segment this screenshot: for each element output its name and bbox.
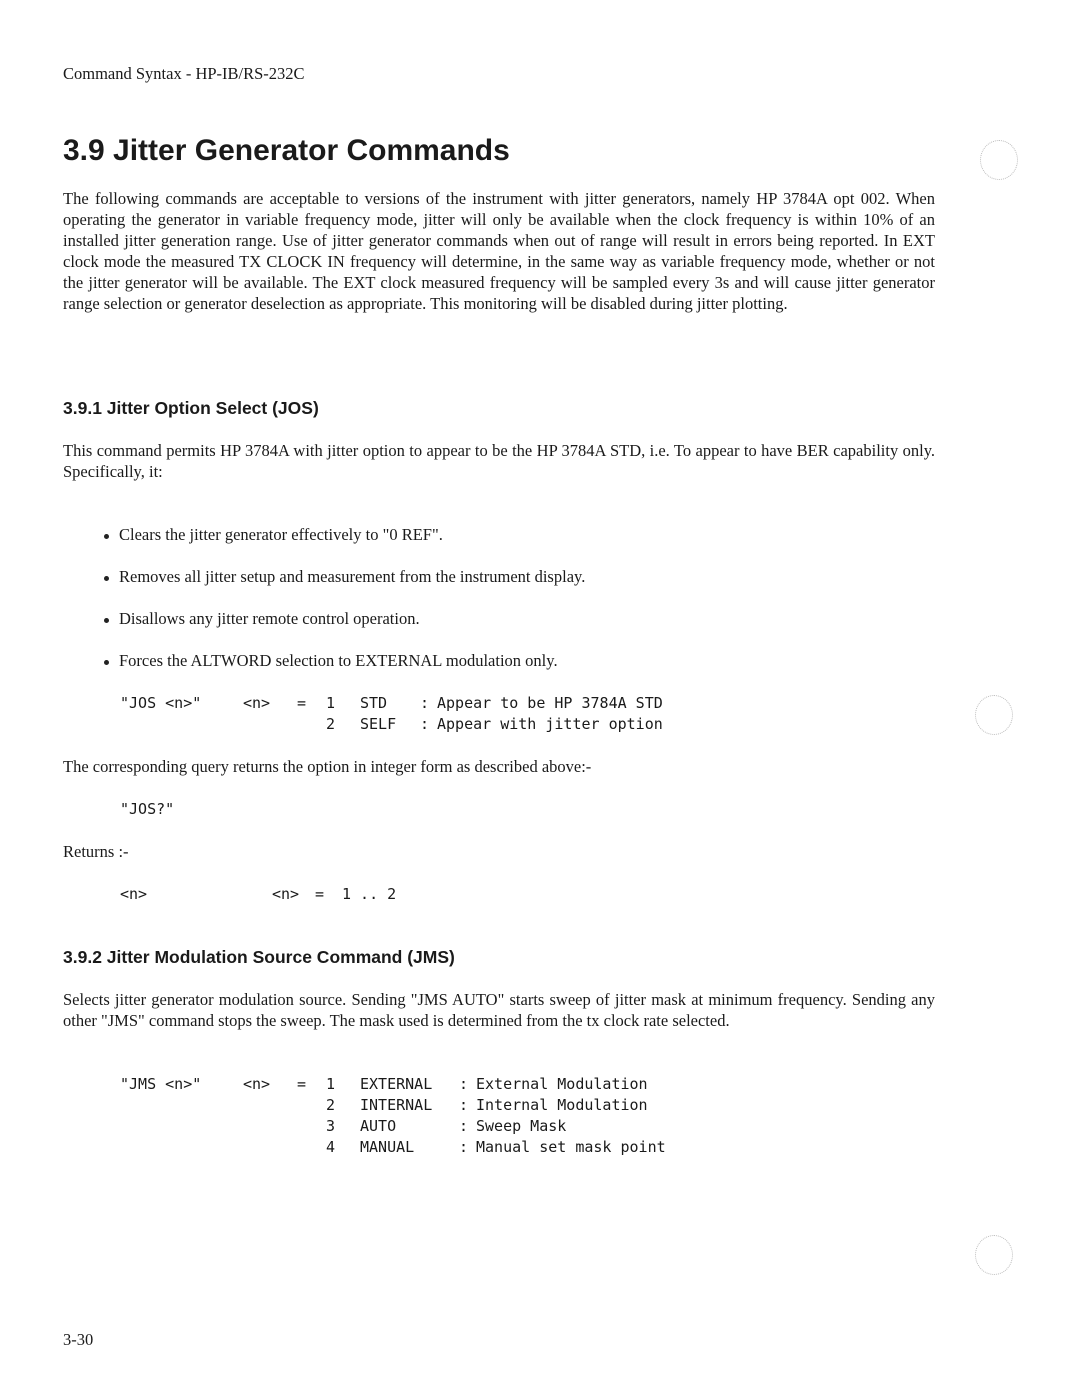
option-desc: Appear to be HP 3784A STD: [437, 694, 663, 712]
option-sep: :: [459, 1075, 469, 1093]
subsection-heading-jos: 3.9.1 Jitter Option Select (JOS): [63, 398, 319, 418]
option-sep: :: [459, 1117, 469, 1135]
subsection-heading-jms: 3.9.2 Jitter Modulation Source Command (JMS): [63, 947, 455, 967]
equals: =: [297, 694, 307, 712]
bullet-icon: [104, 660, 109, 665]
option-sep: :: [459, 1138, 469, 1156]
return-equals: =: [315, 885, 325, 903]
command: "JOS <n>": [120, 694, 202, 712]
param: <n>: [243, 694, 271, 712]
option-sep: :: [459, 1096, 469, 1114]
bullet-icon: [104, 618, 109, 623]
option-name: MANUAL: [360, 1138, 415, 1156]
bullet-item: [104, 651, 558, 671]
returns-label: Returns :-: [63, 842, 129, 861]
command: "JMS <n>": [120, 1075, 202, 1093]
option-desc: Sweep Mask: [476, 1117, 567, 1135]
option-n: 1: [326, 1075, 336, 1093]
bullet-text: Disallows any jitter remote control operation.: [119, 609, 420, 628]
bullet-icon: [104, 534, 109, 539]
bullet-text: Forces the ALTWORD selection to EXTERNAL modulation only.: [119, 651, 558, 670]
bullet-icon: [104, 576, 109, 581]
option-number: 2: [326, 715, 336, 733]
option-number: 1: [326, 694, 336, 712]
query-command: "JOS?": [120, 800, 175, 818]
punch-hole-mark: [975, 1235, 1013, 1275]
punch-hole-mark: [975, 695, 1013, 735]
return-range: 1 .. 2: [342, 885, 397, 903]
return-param: <n>: [272, 885, 300, 903]
option-name: AUTO: [360, 1117, 397, 1135]
bullet-text: Removes all jitter setup and measurement from the instrument display.: [119, 567, 586, 586]
page-number: 3-30: [63, 1330, 94, 1349]
option-name: EXTERNAL: [360, 1075, 433, 1093]
option-name: INTERNAL: [360, 1096, 433, 1114]
option-sep: :: [420, 694, 430, 712]
option-desc: External Modulation: [476, 1075, 648, 1093]
option-n: 2: [326, 1096, 336, 1114]
bullet-item: [104, 567, 585, 587]
option-name: SELF: [360, 715, 397, 733]
query-text: The corresponding query returns the option in integer form as described above:-: [63, 757, 592, 776]
option-sep: :: [420, 715, 430, 733]
jms-paragraph: Selects jitter generator modulation source. Sending "JMS AUTO" starts sweep of jitter mask at minimum frequency. Sending any other "JMS" command stops the sweep. The mask used is determined from the tx clock rate selected.: [63, 990, 935, 1030]
bullet-item: [104, 525, 443, 545]
option-desc: Appear with jitter option: [437, 715, 663, 733]
intro-paragraph: The following commands are acceptable to versions of the instrument with jitter generators, namely HP 3784A opt 002. When operating the generator in variable frequency mode, jitter will only be available when the clock frequency is within 10% of an installed jitter generation range. Use of jitter generator commands when out of range will result in errors being reported. In EXT clock mode the measured TX CLOCK IN frequency will determine, in the same way as variable frequency mode, whether or not the jitter generator will be available. The EXT clock measured frequency will be sampled every 3s and will cause jitter generator range selection or generator deselection as appropriate. This monitoring will be disabled during jitter plotting.: [63, 189, 935, 313]
param: <n>: [243, 1075, 271, 1093]
jos-paragraph: This command permits HP 3784A with jitter option to appear to be the HP 3784A STD, i.e. To appear to have BER capability only. Specifically, it:: [63, 441, 935, 481]
return-value: <n>: [120, 885, 148, 903]
option-desc: Internal Modulation: [476, 1096, 648, 1114]
bullet-item: [104, 609, 420, 629]
punch-hole-mark: [980, 140, 1018, 180]
option-n: 4: [326, 1138, 336, 1156]
option-name: STD: [360, 694, 388, 712]
section-title: 3.9 Jitter Generator Commands: [63, 134, 510, 167]
option-desc: Manual set mask point: [476, 1138, 666, 1156]
option-n: 3: [326, 1117, 336, 1135]
bullet-text: Clears the jitter generator effectively to "0 REF".: [119, 525, 443, 544]
running-header: Command Syntax - HP-IB/RS-232C: [63, 64, 305, 83]
equals: =: [297, 1075, 307, 1093]
